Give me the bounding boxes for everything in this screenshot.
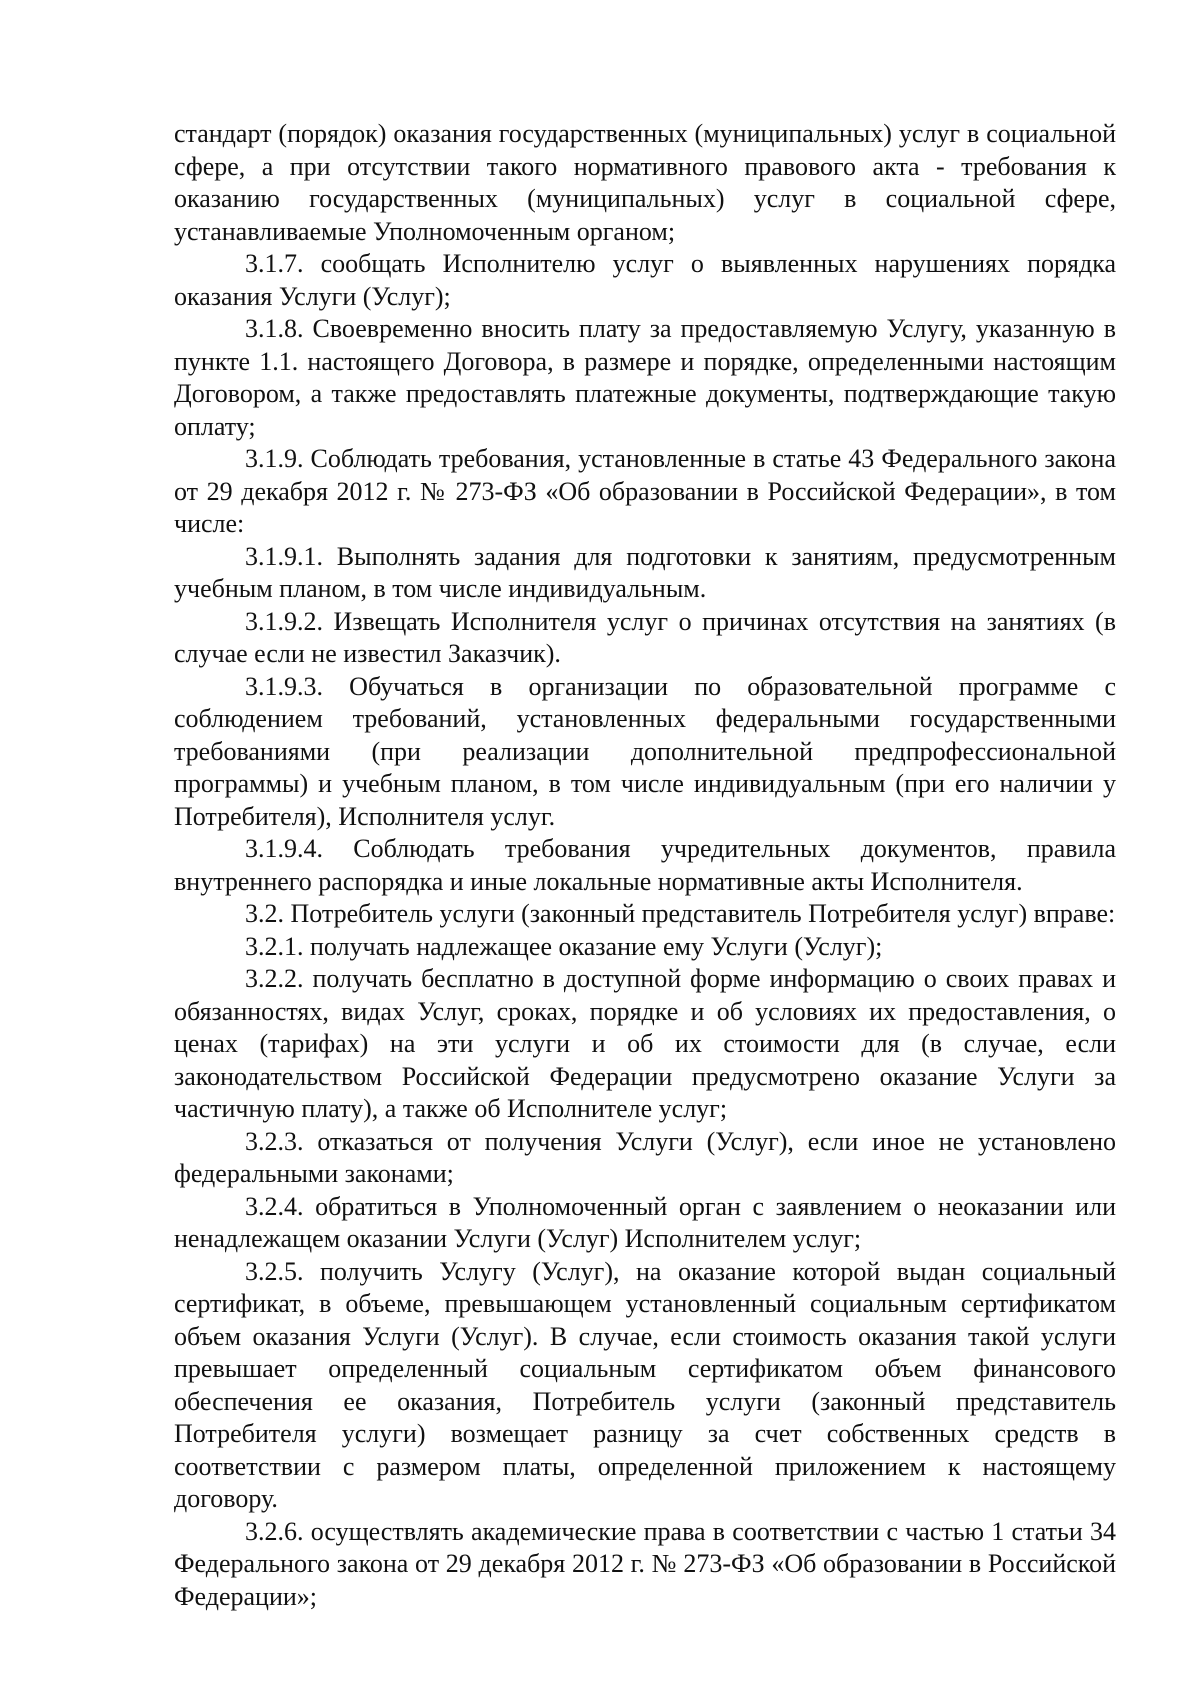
paragraph-3-2-3: 3.2.3. отказаться от получения Услуги (Услуг), если иное не установлено федеральными законами;	[174, 1126, 1116, 1188]
paragraph-3-2-6: 3.2.6. осуществлять академические права в соответствии с частью 1 статьи 34 Федерального закона от 29 декабря 2012 г. № 273-ФЗ «Об образовании в Российской Федерации»;	[174, 1516, 1116, 1611]
paragraph-3-1-7: 3.1.7. сообщать Исполнителю услуг о выявленных нарушениях порядка оказания Услуги (Услуг);	[174, 249, 1116, 311]
paragraph-3-2-4: 3.2.4. обратиться в Уполномоченный орган с заявлением о неоказании или ненадлежащем оказании Услуги (Услуг) Исполнителем услуг;	[174, 1191, 1116, 1253]
paragraph-3-1-9-2: 3.1.9.2. Извещать Исполнителя услуг о причинах отсутствия на занятиях (в случае если не известил Заказчик).	[174, 606, 1116, 668]
paragraph-3-2-1: 3.2.1. получать надлежащее оказание ему Услуги (Услуг);	[245, 931, 883, 961]
document-body	[174, 118, 1116, 1613]
paragraph-3-1-9-4: 3.1.9.4. Соблюдать требования учредительных документов, правила внутреннего распорядка и иные локальные нормативные акты Исполнителя.	[174, 834, 1116, 896]
paragraph-continuation: стандарт (порядок) оказания государственных (муниципальных) услуг в социальной сфере, а при отсутствии такого нормативного правового акта - требования к оказанию государственных (муниципальных) услуг в социальной сфере, устанавливаемые Уполномоченным органом;	[174, 119, 1116, 246]
paragraph-3-2-5: 3.2.5. получить Услугу (Услуг), на оказание которой выдан социальный сертификат, в объеме, превышающем установленный социальным сертификатом объем оказания Услуги (Услуг). В случае, если стоимость оказания такой услуги превышает определенный социальным сертификатом объем финансового обеспечения ее оказания, Потребитель услуги (законный представитель Потребителя услуги) возмещает разницу за счет собственных средств в соответствии с размером платы, определенной приложением к настоящему договору.	[174, 1256, 1116, 1513]
paragraph-3-2: 3.2. Потребитель услуги (законный представитель Потребителя услуг) вправе:	[245, 899, 1116, 928]
paragraph-3-1-9-1: 3.1.9.1. Выполнять задания для подготовки к занятиям, предусмотренным учебным планом, в том числе индивидуальным.	[174, 541, 1116, 603]
paragraph-3-1-9: 3.1.9. Соблюдать требования, установленные в статье 43 Федерального закона от 29 декабря 2012 г. № 273-ФЗ «Об образовании в Российской Федерации», в том числе:	[174, 444, 1116, 538]
paragraph-3-1-8: 3.1.8. Своевременно вносить плату за предоставляемую Услугу, указанную в пункте 1.1. настоящего Договора, в размере и порядке, определенными настоящим Договором, а также предоставлять платежные документы, подтверждающие такую оплату;	[174, 314, 1116, 441]
paragraph-3-1-9-3: 3.1.9.3. Обучаться в организации по образовательной программе с соблюдением требований, установленных федеральными государственными требованиями (при реализации дополнительной предпрофессиональной программы) и учебным планом, в том числе индивидуальным (при его наличии у Потребителя), Исполнителя услуг.	[174, 671, 1116, 831]
paragraph-3-2-2: 3.2.2. получать бесплатно в доступной форме информацию о своих правах и обязанностях, видах Услуг, сроках, порядке и об условиях их предоставления, о ценах (тарифах) на эти услуги и об их стоимости для (в случае, если законодательством Российской Федерации предусмотрено оказание Услуги за частичную плату), а также об Исполнителе услуг;	[174, 964, 1116, 1123]
